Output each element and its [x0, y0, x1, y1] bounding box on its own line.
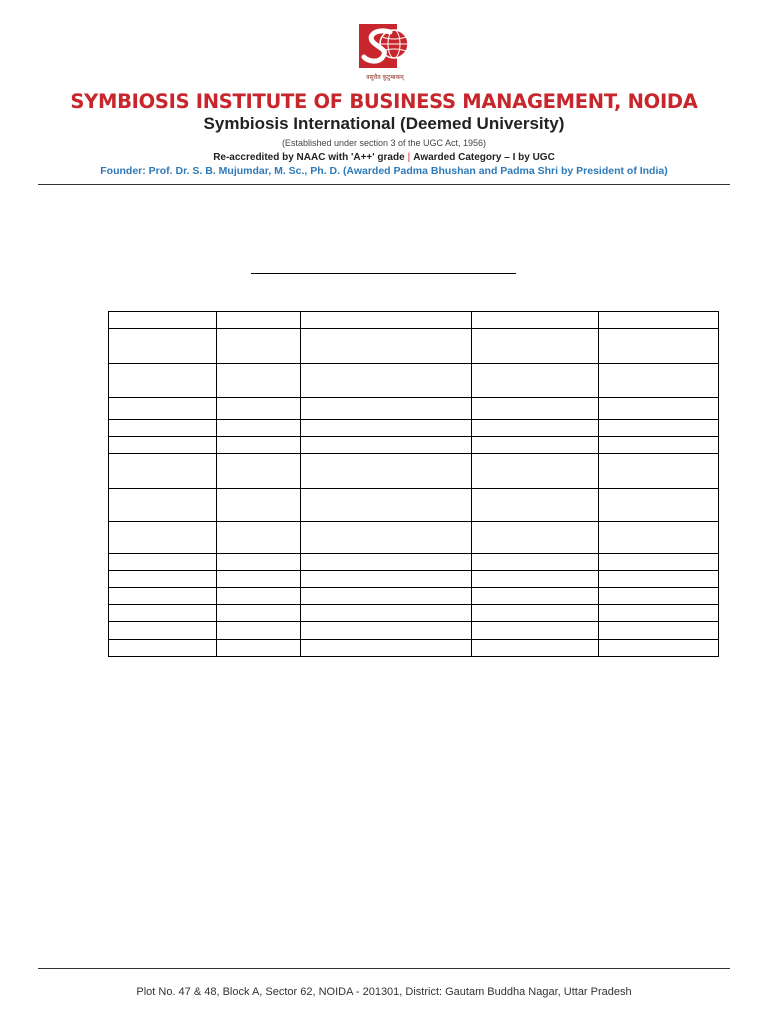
table-row: [109, 398, 719, 420]
table-cell: [300, 437, 472, 454]
header-divider: [38, 184, 730, 185]
table-cell: [300, 605, 472, 622]
table-cell: [599, 640, 719, 657]
table-cell: [109, 312, 217, 329]
table-cell: [472, 622, 599, 640]
footer-address: Plot No. 47 & 48, Block A, Sector 62, NOIDA - 201301, District: Gautam Buddha Nagar, Uttar Pradesh: [136, 986, 632, 998]
table-row: [109, 522, 719, 554]
table-cell: [300, 454, 472, 489]
table-cell: [599, 398, 719, 420]
table-row: [109, 489, 719, 522]
table-cell: [472, 398, 599, 420]
table-cell: [599, 588, 719, 605]
accreditation-line: [0, 152, 768, 163]
table-cell: [599, 605, 719, 622]
table-cell: [216, 312, 300, 329]
table-cell: [300, 489, 472, 522]
table-cell: [472, 420, 599, 437]
table-cell: [109, 437, 217, 454]
table-cell: [109, 420, 217, 437]
table-cell: [472, 437, 599, 454]
table-cell: [109, 605, 217, 622]
table-row: [109, 622, 719, 640]
founder-line: Founder: Prof. Dr. S. B. Mujumdar, M. Sc., Ph. D. (Awarded Padma Bhushan and Padma Shri by President of India): [100, 165, 668, 177]
table-cell: [109, 640, 217, 657]
table-cell: [472, 605, 599, 622]
table-row: [109, 605, 719, 622]
table-cell: [109, 522, 217, 554]
title-underline: [251, 273, 516, 274]
footer-divider: [38, 968, 730, 969]
table-cell: [599, 554, 719, 571]
table-cell: [109, 489, 217, 522]
table-cell: [472, 329, 599, 364]
table-cell: [216, 398, 300, 420]
table-cell: [300, 398, 472, 420]
university-name: Symbiosis International (Deemed University): [203, 114, 565, 133]
table-cell: [109, 571, 217, 588]
table-cell: [300, 329, 472, 364]
table-row: [109, 640, 719, 657]
table-cell: [472, 454, 599, 489]
table-cell: [216, 522, 300, 554]
table-row: [109, 571, 719, 588]
table-cell: [472, 571, 599, 588]
table-row: [109, 437, 719, 454]
table-cell: [216, 588, 300, 605]
table-row: [109, 364, 719, 398]
empty-form-table: [108, 311, 719, 657]
symbiosis-logo: [356, 22, 414, 70]
table-row: [109, 588, 719, 605]
table-cell: [109, 329, 217, 364]
table-cell: [300, 364, 472, 398]
institute-name: SYMBIOSIS INSTITUTE OF BUSINESS MANAGEMENT, NOIDA: [70, 90, 698, 113]
table-row: [109, 554, 719, 571]
table-cell: [109, 364, 217, 398]
table-cell: [472, 364, 599, 398]
table-cell: [300, 622, 472, 640]
table-cell: [300, 312, 472, 329]
table-cell: [599, 622, 719, 640]
table-cell: [472, 522, 599, 554]
table-cell: [216, 454, 300, 489]
table-row: [109, 312, 719, 329]
table-cell: [216, 437, 300, 454]
table-cell: [109, 588, 217, 605]
table-cell: [109, 622, 217, 640]
table-cell: [300, 522, 472, 554]
logo-motto: वसुधैव कुटुम्बकम्: [366, 74, 404, 81]
table-cell: [300, 640, 472, 657]
table-cell: [599, 571, 719, 588]
table-cell: [599, 312, 719, 329]
table-cell: [216, 605, 300, 622]
table-cell: [216, 420, 300, 437]
table-cell: [599, 454, 719, 489]
table-cell: [216, 489, 300, 522]
table-cell: [216, 329, 300, 364]
table-cell: [300, 554, 472, 571]
table-cell: [599, 364, 719, 398]
table-cell: [216, 364, 300, 398]
table-cell: [109, 454, 217, 489]
table-cell: [300, 588, 472, 605]
table-cell: [472, 554, 599, 571]
accreditation-naac: Re-accredited by NAAC with 'A++' grade: [213, 152, 405, 163]
table-cell: [109, 398, 217, 420]
table-cell: [216, 640, 300, 657]
table-cell: [472, 312, 599, 329]
table-cell: [216, 554, 300, 571]
table-cell: [216, 622, 300, 640]
table-cell: [599, 489, 719, 522]
table-cell: [109, 554, 217, 571]
accreditation-ugc: Awarded Category – I by UGC: [413, 152, 555, 163]
established-note: (Established under section 3 of the UGC Act, 1956): [281, 138, 487, 148]
table-cell: [472, 489, 599, 522]
table-cell: [472, 640, 599, 657]
table-row: [109, 329, 719, 364]
table-row: [109, 420, 719, 437]
table-cell: [599, 522, 719, 554]
table-cell: [472, 588, 599, 605]
table-cell: [599, 329, 719, 364]
table-cell: [300, 571, 472, 588]
table-cell: [216, 571, 300, 588]
table-cell: [300, 420, 472, 437]
table-row: [109, 454, 719, 489]
accreditation-separator: |: [407, 152, 411, 163]
table-cell: [599, 420, 719, 437]
table-cell: [599, 437, 719, 454]
